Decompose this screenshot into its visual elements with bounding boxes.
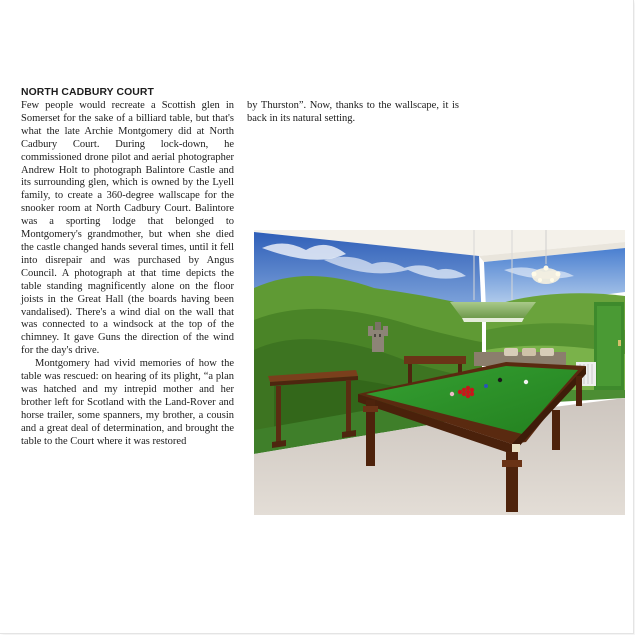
article-paragraph-2: Montgomery had vivid memories of how the table was rescued: on hearing of its plight, “a plan was hatched and my intrepid mother and her brother left for Scotland with the Land-Rover and horse trailer, some spanners, my brother, a cousin and a great deal of determination, and brought the table to the Court where it was restored — [21, 358, 234, 447]
article-paragraph-1: Few people would recreate a Scottish glen in Somerset for the sake of a billiard table, but that's what the late Archie Montgomery did at North Cadbury Court. During lock-down, he commissioned drone pilot and aerial photographer Andrew Holt to photograph Balintore Castle and its surrounding glen, which is owned by the Lyell family, to create a 360-degree wallscape for the snooker room at North Cadbury Court. Balintore was a sporting lodge that belonged to Montgomery's grandmother, but when she died the castle changed hands several times, until it fell into disrepair and was purchased by Angus Council. A photograph at that time depicts the table standing magnificently alone on the floor joists in the Great Hall (the boards having been vandalised). There's a wind dial on the wall that was connected to a windsock at the top of the chimney. It gave Guns the direction of the wind for the day's drive. — [21, 100, 234, 357]
snooker-room-photo — [254, 230, 625, 515]
article-column-right — [247, 100, 459, 126]
article-heading: NORTH CADBURY COURT — [21, 87, 154, 98]
article-paragraph-2-continued: by Thurston”. Now, thanks to the wallscape, it is back in its natural setting. — [247, 100, 459, 124]
article-column-left — [21, 86, 234, 448]
snooker-room-illustration — [254, 230, 625, 515]
